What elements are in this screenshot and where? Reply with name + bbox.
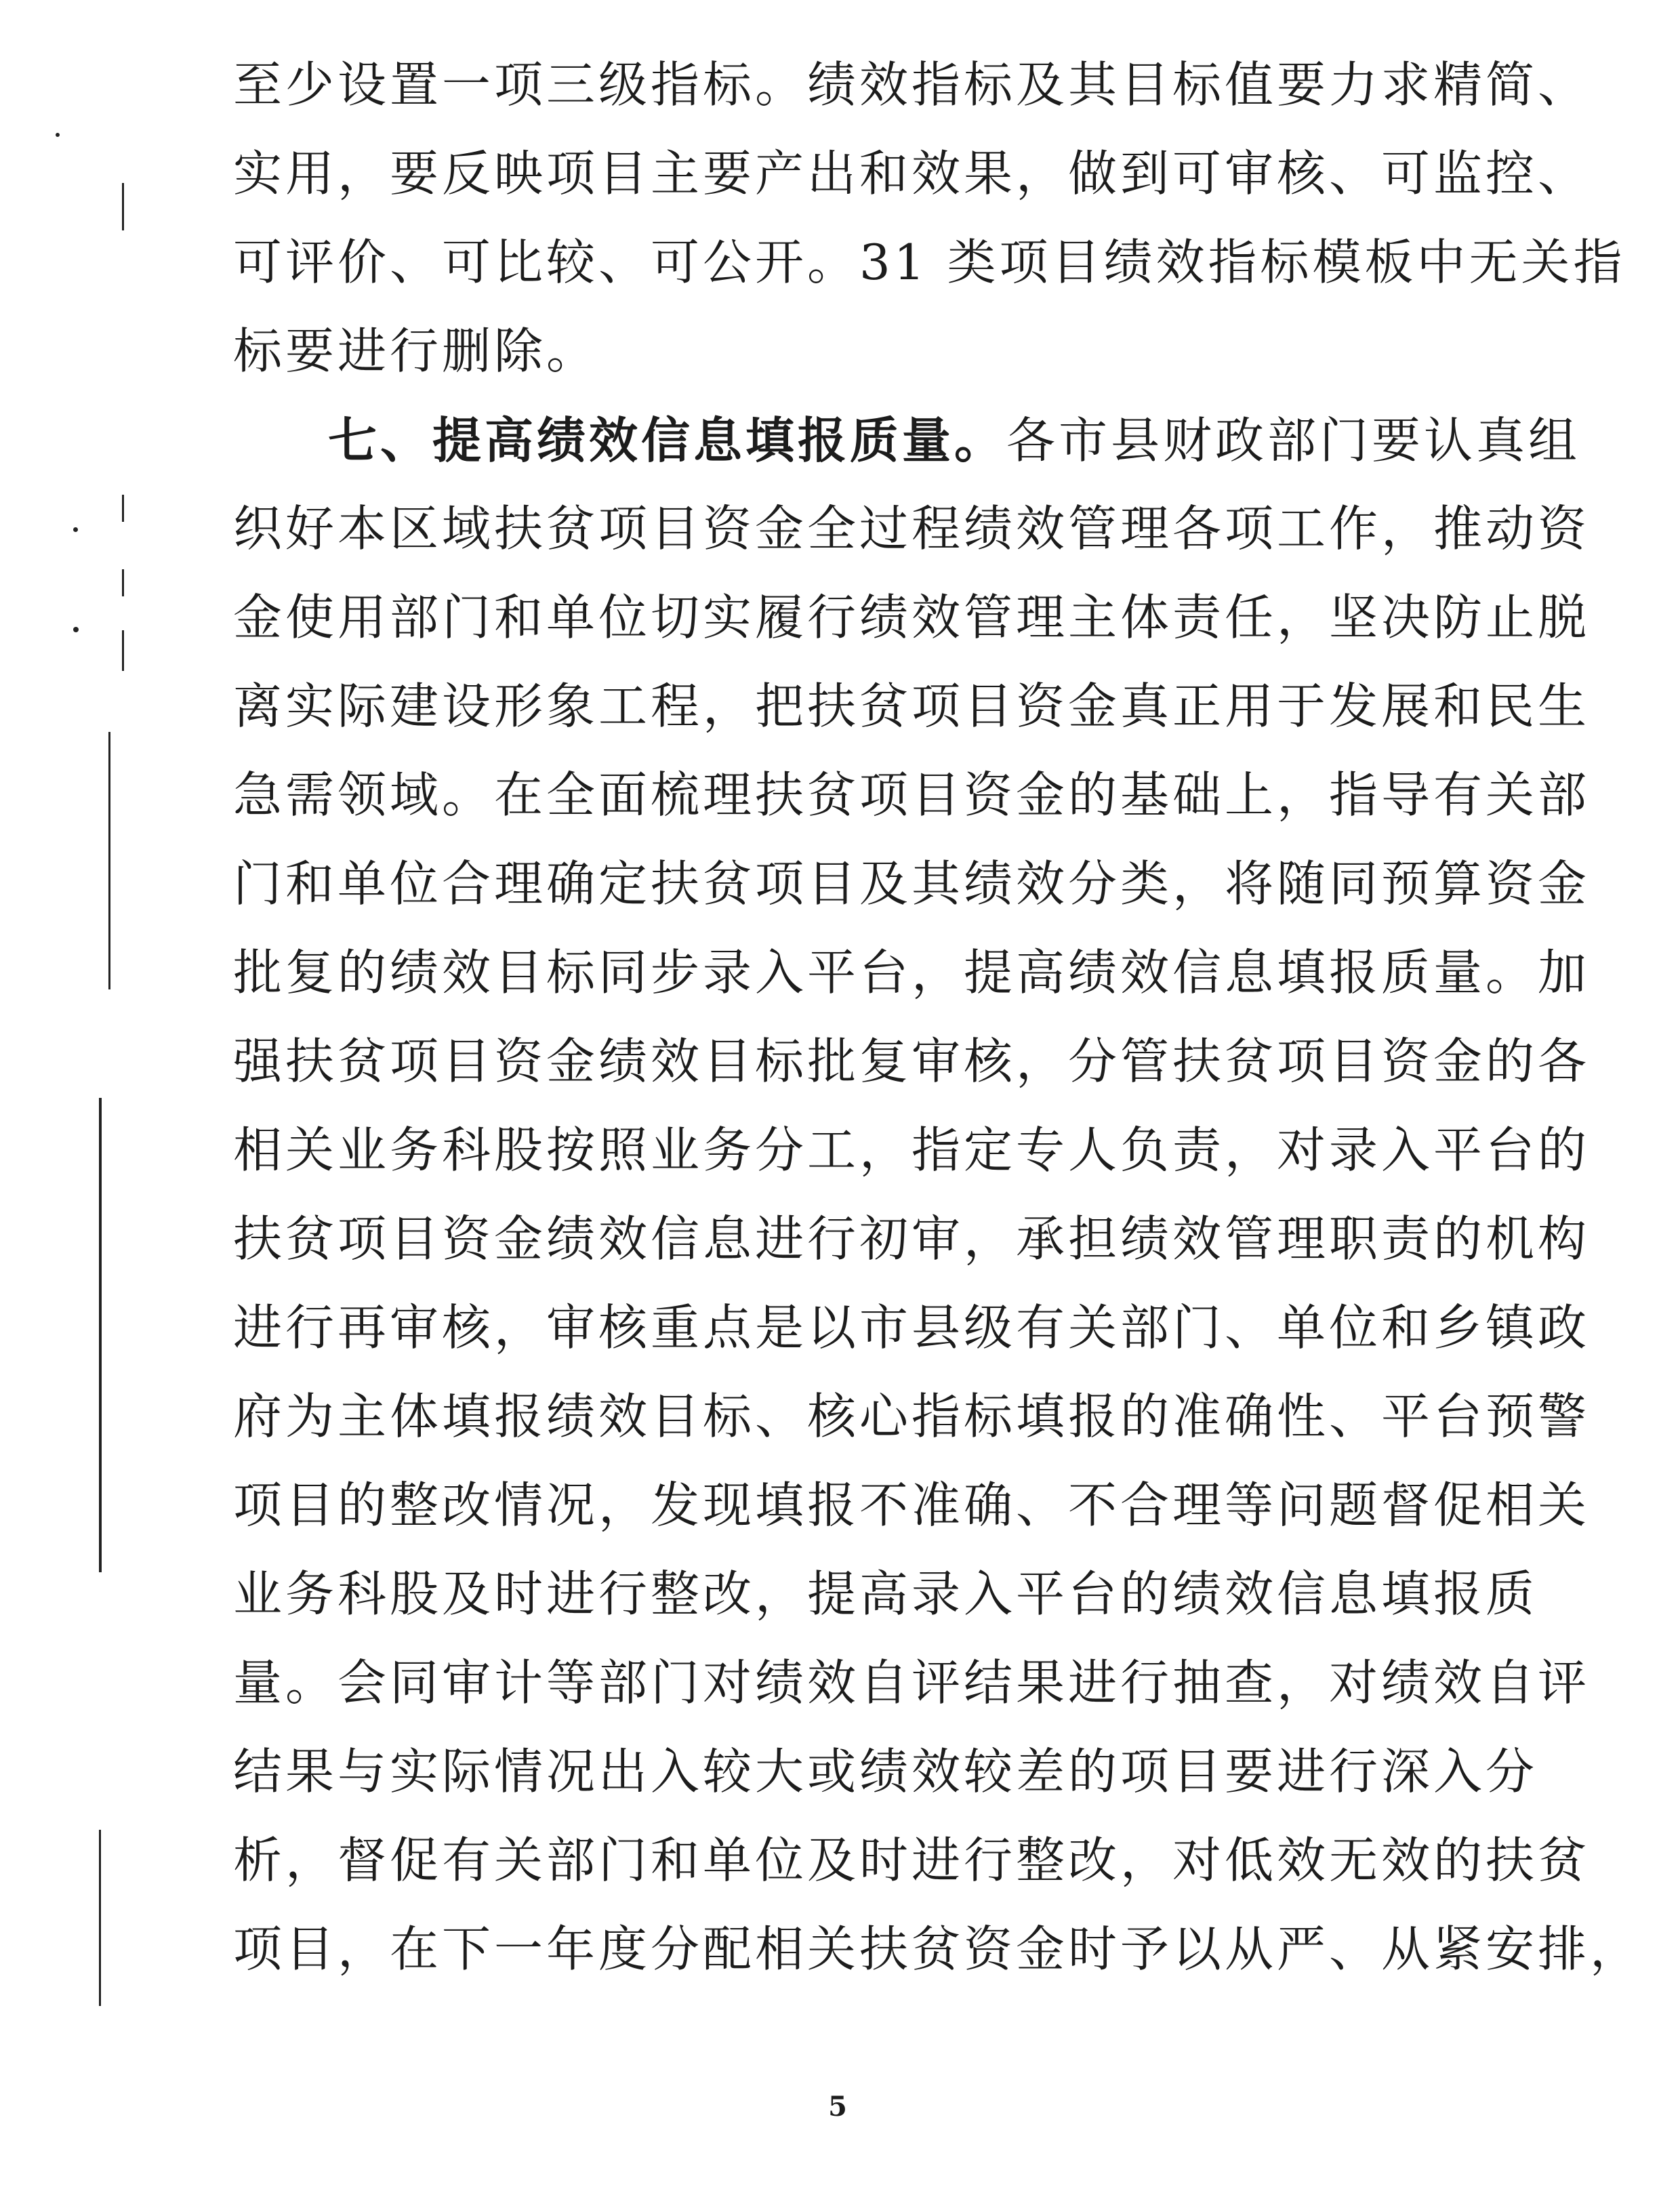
scan-mark (122, 569, 124, 596)
text-line: 实用，要反映项目主要产出和效果，做到可审核、可监控、 (233, 145, 1591, 202)
section-heading: 七、提高绩效信息填报质量。 (328, 411, 1007, 469)
text-line: 各市县财政部门要认真组 (1006, 412, 1581, 469)
scan-mark (99, 1098, 102, 1572)
text-line: 织好本区域扶贫项目资金全过程绩效管理各项工作，推动资 (233, 500, 1591, 557)
text-line: 业务科股及时进行整改，提高录入平台的绩效信息填报质 (233, 1565, 1538, 1622)
text-line: 项目，在下一年度分配相关扶贫资金时予以从严、从紧安排， (233, 1921, 1643, 1978)
text-line: 相关业务科股按照业务分工，指定专人负责，对录入平台的 (233, 1122, 1591, 1179)
scan-mark (108, 732, 110, 989)
section-heading-line (233, 396, 1581, 485)
text-line: 可评价、可比较、可公开。31 类项目绩效指标模板中无关指 (233, 234, 1626, 291)
scan-mark (99, 1830, 101, 2006)
text-line: 批复的绩效目标同步录入平台，提高绩效信息填报质量。加 (233, 944, 1591, 1001)
text-line: 量。会同审计等部门对绩效自评结果进行抽查，对绩效自评 (233, 1654, 1591, 1711)
text-line: 析，督促有关部门和单位及时进行整改，对低效无效的扶贫 (233, 1832, 1591, 1889)
text-line: 至少设置一项三级指标。绩效指标及其目标值要力求精简、 (233, 56, 1591, 113)
text-line: 项目的整改情况，发现填报不准确、不合理等问题督促相关 (233, 1477, 1591, 1534)
page-number: 5 (828, 2091, 847, 2123)
text-line: 强扶贫项目资金绩效目标批复审核，分管扶贫项目资金的各 (233, 1033, 1591, 1090)
text-line: 金使用部门和单位切实履行绩效管理主体责任，坚决防止脱 (233, 589, 1591, 646)
text-line: 府为主体填报绩效目标、核心指标填报的准确性、平台预警 (233, 1388, 1591, 1445)
text-line: 进行再审核，审核重点是以市县级有关部门、单位和乡镇政 (233, 1299, 1591, 1356)
text-line: 门和单位合理确定扶贫项目及其绩效分类，将随同预算资金 (233, 855, 1591, 912)
text-line: 标要进行删除。 (233, 323, 599, 380)
scan-mark (122, 183, 124, 230)
body-text (233, 41, 1643, 1994)
text-line: 急需领域。在全面梳理扶贫项目资金的基础上，指导有关部 (233, 766, 1591, 823)
scan-mark (73, 527, 78, 532)
text-line: 结果与实际情况出入较大或绩效较差的项目要进行深入分 (233, 1743, 1538, 1800)
scan-mark (56, 133, 60, 137)
scan-mark (122, 630, 124, 671)
text-line: 扶贫项目资金绩效信息进行初审，承担绩效管理职责的机构 (233, 1210, 1591, 1267)
text-line: 离实际建设形象工程，把扶贫项目资金真正用于发展和民生 (233, 678, 1591, 735)
scan-mark (73, 627, 79, 632)
scan-mark (122, 495, 124, 522)
